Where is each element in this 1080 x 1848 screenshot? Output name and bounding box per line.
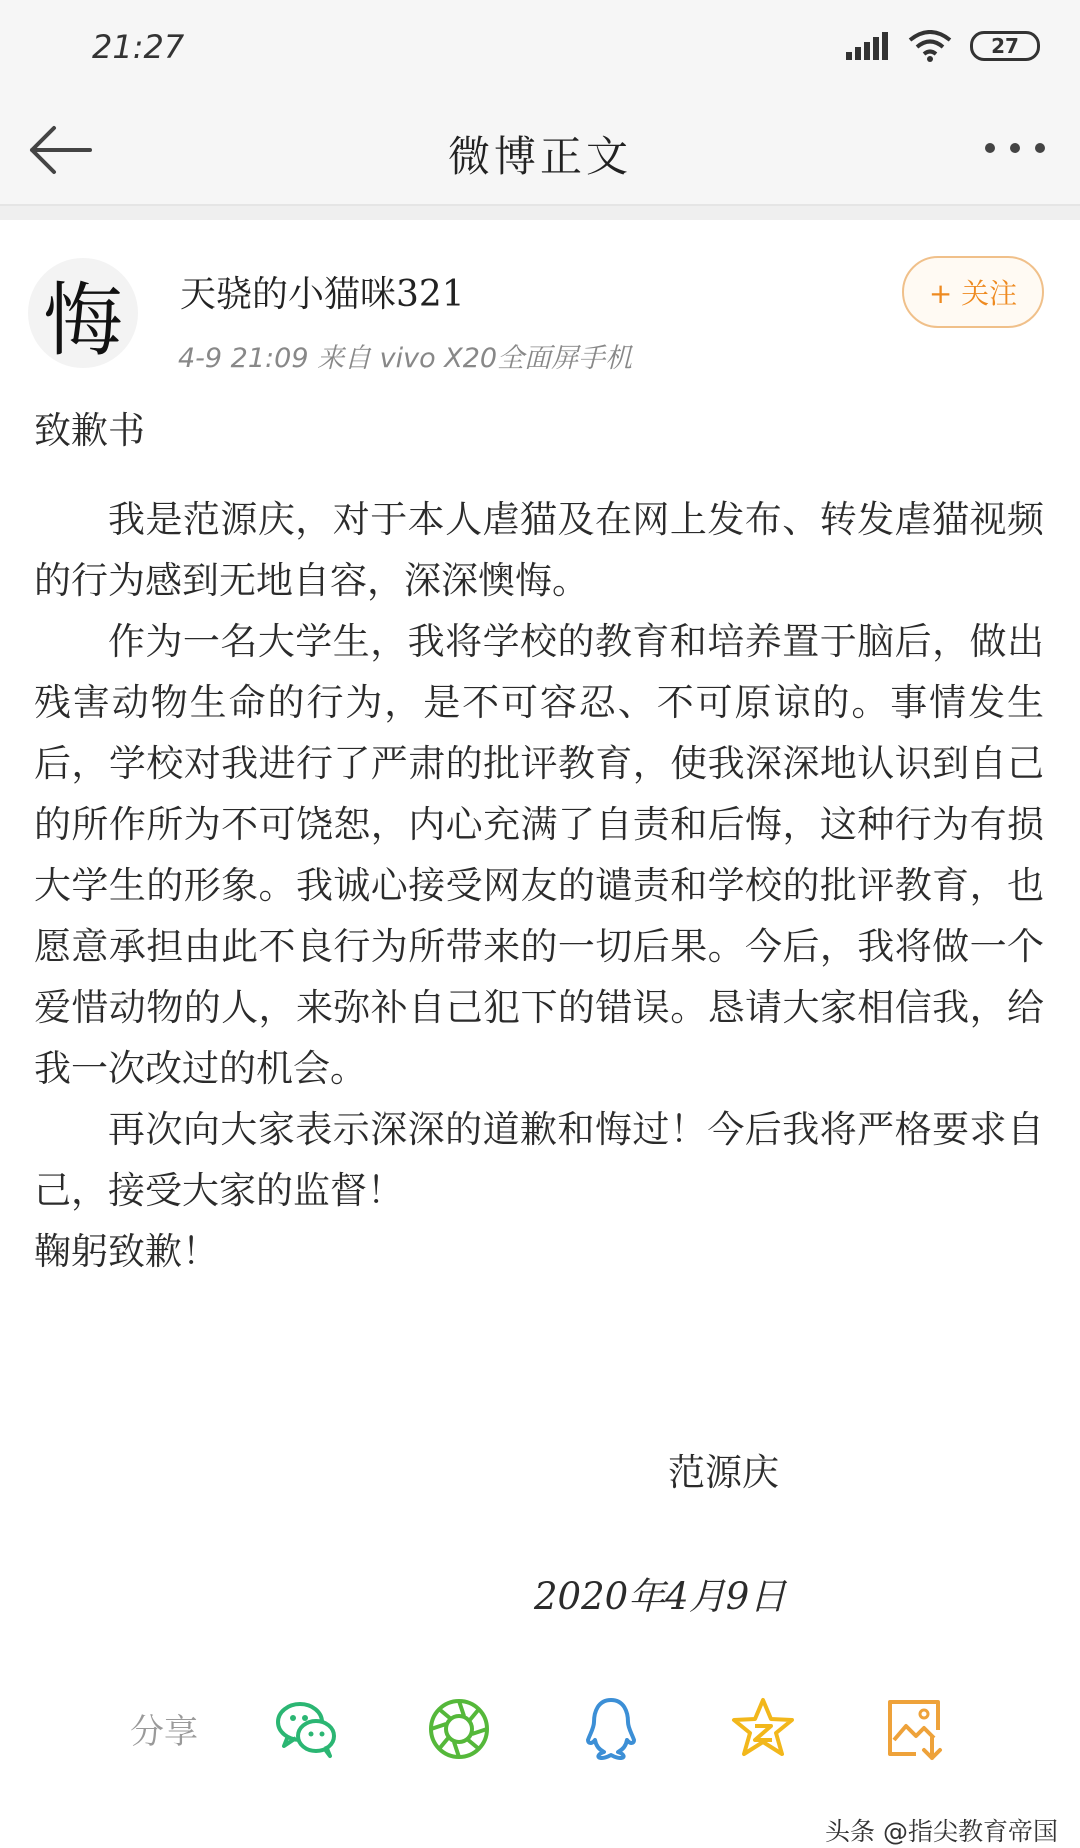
- letter-title: 致歉书: [34, 409, 145, 452]
- qq-icon: [576, 1694, 646, 1764]
- follow-button[interactable]: + 关注: [902, 256, 1044, 328]
- save-image-button[interactable]: [880, 1694, 950, 1764]
- post-meta: 4-9 21:09 来自 vivo X20全面屏手机: [178, 343, 633, 374]
- letter-closing: 鞠躬致歉！: [34, 1230, 219, 1273]
- more-options-button[interactable]: [980, 128, 1050, 168]
- letter-date: 2020年4月9日: [534, 1575, 787, 1618]
- moments-share-button[interactable]: [424, 1694, 494, 1764]
- qzone-share-button[interactable]: [728, 1694, 798, 1764]
- wechat-icon: [272, 1694, 342, 1764]
- more-dots-icon: [980, 128, 1050, 168]
- status-time: 21:27: [92, 28, 185, 66]
- status-icons: [846, 30, 1040, 62]
- moments-icon: [424, 1694, 494, 1764]
- letter-paragraph: 作为一名大学生，我将学校的教育和培养置于脑后，做出残害动物生命的行为，是不可容忍、不可原谅的。事情发生后，学校对我进行了严肃的批评教育，使我深深地认识到自己的所作所为不可饶恕，内心充满了自责和后悔，这种行为有损大学生的形象。我诚心接受网友的谴责和学校的批评教育，也愿意承担由此不良行为所带来的一切后果。今后，我将做一个爱惜动物的人，来弥补自己犯下的错误。恳请大家相信我，给我一次改过的机会。: [34, 620, 1044, 1090]
- page-title: 微博正文: [447, 132, 632, 181]
- qzone-icon: [728, 1694, 798, 1764]
- user-name[interactable]: 天骁的小猫咪321: [180, 274, 465, 315]
- watermark: 头条 @指尖教育帝国: [825, 1817, 1058, 1846]
- wechat-share-button[interactable]: [272, 1694, 342, 1764]
- share-bar: [0, 1684, 1080, 1774]
- avatar[interactable]: 悔: [28, 258, 138, 368]
- battery-icon: 27: [970, 31, 1040, 61]
- wifi-icon: [908, 30, 952, 62]
- nav-bar: [0, 100, 1080, 206]
- divider: [0, 206, 1080, 220]
- post-body: [34, 400, 1044, 1282]
- letter-paragraph: 我是范源庆，对于本人虐猫及在网上发布、转发虐猫视频的行为感到无地自容，深深懊悔。: [34, 498, 1044, 602]
- letter-paragraph: 再次向大家表示深深的道歉和悔过！今后我将严格要求自己，接受大家的监督！: [34, 1108, 1044, 1212]
- save-image-icon: [880, 1694, 950, 1764]
- status-bar: [0, 0, 1080, 100]
- share-label: 分享: [130, 1712, 198, 1752]
- signal-icon: [846, 32, 890, 60]
- letter-signature: 范源庆: [668, 1451, 779, 1494]
- qq-share-button[interactable]: [576, 1694, 646, 1764]
